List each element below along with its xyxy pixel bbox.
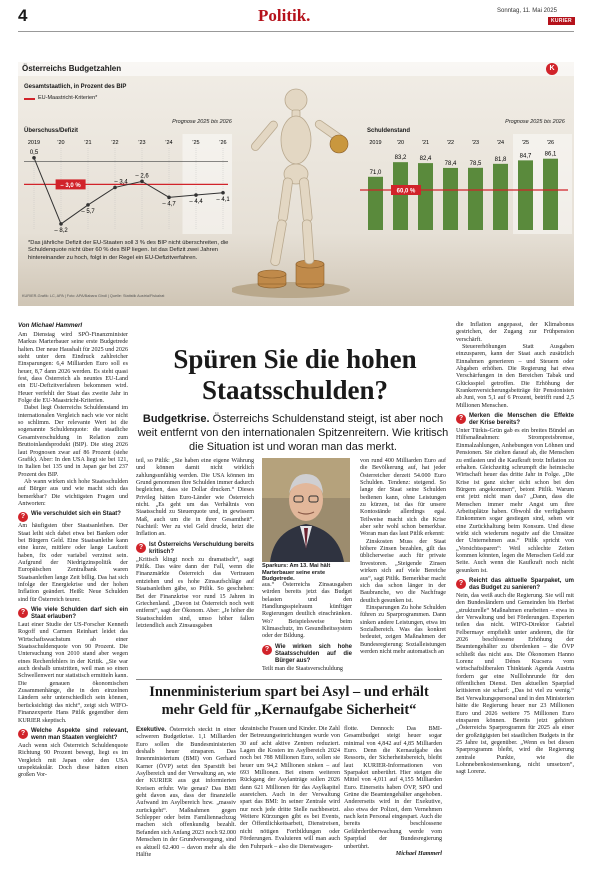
paragraph: die Inflation angepasst, der Klimabonus gestrichen, der Zugang zur Frühpension verschärft. xyxy=(456,322,574,343)
article2-author: Michael Hammerl xyxy=(395,850,442,857)
answer: Am häufigsten über Staatsanleihen. Der Staat leiht sich dabei etwa bei Banken oder bei Bürgern Geld. Eine Staatsanleihe kann eine kurze, mittlere oder lange Laufzeit haben, fix oder variabel verzinst sein. Aufgrund der Niedrigzinspolitik der Europäischen Zentralbank waren Staatsanleihen lange Zeit billig. Das hat sich infolge der Energiekrise und der hohen Inflation geändert. Heißt: Neue Schulden sind für Österreich teurer. xyxy=(18,523,128,603)
article2-column-1 xyxy=(136,726,236,859)
question-mark-icon: ? xyxy=(456,579,466,589)
question-mark-icon: ? xyxy=(18,512,28,522)
x-tick-label: 2019 xyxy=(27,140,41,146)
header-divider xyxy=(18,31,574,32)
question-heading: ? Merken die Menschen die Effekte der Krise bereits? xyxy=(456,413,574,427)
answer: Teilt man die Staatsverschuldung xyxy=(262,665,343,672)
data-point xyxy=(113,186,117,190)
page-number: 4 xyxy=(18,6,28,25)
paragraph: von rund 400 Milliarden Euro auf die Bevölkerung auf, hat jeder Österreicher derzeit 54.000 Euro Schulden. Tendenz: steigend. So lange der Staat seine Schulden bedienen kann, ohne Leistungen zu kürzen, ist das für unsere Kontostände allerdings egal. Teilweise macht sich die Krise aber sehr wohl schon bemerkbar. Woran man das laut Pitlik erkennt: xyxy=(360,458,446,538)
x-tick-label: '23 xyxy=(138,140,146,146)
data-point xyxy=(167,196,171,200)
minister-portrait-photo xyxy=(262,458,350,562)
photo-caption: Sparkurs: Am 13. Mai hält Marterbauer seine erste Budgetrede. xyxy=(262,563,331,583)
debt-prognose-label: Prognose 2025 bis 2026 xyxy=(505,119,565,125)
question-mark-icon: ? xyxy=(456,414,466,424)
paragraph: Exekutive. Österreich steckt in einer schweren Budgetkrise. 1,1 Milliarden Euro sollen die Bundesministerien deshalb heuer einsparen. Das Innenministerium (BMI) von Gerhard Karner (ÖVP) setzt den Sparstift bei Asylbereich und der Verwaltung an, wie der KURIER aus gut informierten Kreisen erfuhr. Wie genau? Das BMI geht davon aus, dass der finanzielle Aufwand im Asylbereich bzw. „massiv zurückgeht“. Maßnahmen gegen Schlepper oder beim Familiennachzug machen sich offenkundig bezahlt. Befanden sich Anfang 2023 noch 92.000 Menschen in der Grundversorgung, sind es aktuell 62.400 – davon mehr als die Hälfte xyxy=(136,726,236,858)
data-point xyxy=(140,180,144,184)
deficit-chart-title: Überschuss/Defizit xyxy=(24,128,79,134)
debt-chart-title: Schuldenstand xyxy=(367,128,411,134)
graphic-footnote: *Das jährliche Defizit der EU-Staaten soll 3 % des BIP nicht überschreiten, die Schuldenquote nicht über 60 % des BIP liegen. Ist das Defizit zwei Jahren hintereinander zu hoch, folgt in der Regel ein EU-Defizitverfahren. xyxy=(28,240,229,261)
article-author: Von Michael Hammerl xyxy=(18,322,83,329)
data-label: – 4,1 xyxy=(216,196,230,203)
paragraph: Einsparungen Zu hohe Schulden führen zu Sparprogrammen. Dann sinken andere Leistungen, etwa im Sozialbereich. Was das konkret bedeutet, zeigen Maßnahmen der Bundesregierung: Sozialleistungen werden nicht mehr automatisch an xyxy=(360,604,446,655)
article2-column-2 xyxy=(240,726,340,851)
threshold-label: – 3,0 % xyxy=(60,182,81,189)
x-tick-label: '22 xyxy=(111,140,119,146)
article-column-2 xyxy=(136,458,254,630)
paragraph: Dabei liegt Österreichs Schuldenstand im internationalen Vergleich nach wie vor nicht so schlimm. Der relevante Wert ist die sogenannte Schuldenquote: die staatliche Gesamtverschuldung in Relation zum Bruttoinlandsprodukt (BIP). Die stieg 2026 laut Prognosen zwar auf 86 Prozent (siehe Grafik). Aber: In den USA liegt sie bei 121, in Italien bei 135 und in Japan gar bei 237 Prozent des BIP. xyxy=(18,405,128,478)
section-title: Politik. xyxy=(258,6,311,25)
answer: Laut einer Studie der US-Forscher Kenneth Rogoff und Carmen Reinhart leidet das Wirtschaftswachstum ab einer Staatsschuldenquote von 90 Prozent. Die Untersuchung von 2010 stand aber wegen eines Rechenfehlers in der Kritik. „Sie war auch deshalb umstritten, weil man so einen Schwellenwert nur statistisch ermitteln kann. Die genauen ökonomischen Zusammenhänge, die in den einzelnen Ländern sehr unterschiedlich sein können, berücksichtigt das nicht“, zeigt sich WIFO-Finanzexperte Hans Pitlik gegenüber dem KURIER skeptisch. xyxy=(18,622,128,724)
x-tick-label: '21 xyxy=(84,140,92,146)
data-label: 81,8 xyxy=(494,156,507,163)
debt-bar-chart xyxy=(358,134,572,234)
article2-column-3 xyxy=(344,726,442,858)
deficit-line-chart xyxy=(20,134,232,234)
teaser-kicker: Budgetkrise. xyxy=(142,413,210,425)
debt-bar xyxy=(468,168,483,230)
question-heading: ? Wie verschuldet sich ein Staat? xyxy=(18,511,128,522)
question-mark-icon: ? xyxy=(262,645,272,655)
x-tick-label: '24 xyxy=(496,140,505,146)
debt-bar xyxy=(443,168,458,230)
paragraph: flotte. Dennoch: Das BMI-Gesamtbudget steigt heuer sogar minimal von 4,842 auf 4,85 Milliarden Euro. Denn die Kernaufgabe des Ressorts, der Sicherheitsbereich, bleibt laut KURIER-Informationen von Sparpaket unberührt. Hier steigen die Mittel von 4,011 auf 4,155 Milliarden Euro. Einerseits haben ÖVP, SPÖ und Grüne die Beamtengehälter angehoben. Andererseits wird in der Exekutive, also etwa der Polizei, dem Vernehmen nach kein Personal eingespart. Auch die bereits beschlossene Gefährderüberwachung werde vom Sparpfad der Bundesregierung unberührt. xyxy=(344,726,442,850)
question-heading: ? Ist Österreichs Verschuldung bereits kritisch? xyxy=(136,542,254,556)
data-label: – 8,2 xyxy=(54,227,68,234)
x-tick-label: '24 xyxy=(165,140,173,146)
question-heading: ? Welche Aspekte sind relevant, wenn man Staaten vergleicht? xyxy=(18,728,128,742)
x-tick-label: '22 xyxy=(446,140,455,146)
answer: Nein, das weiß auch die Regierung. Sie will mit den Bundesländern und Gemeinden bis Herbst „strukturelle“ Maßnahmen erarbeiten – etwa in der Verwaltung und bei Förderungen. Experten teilen das nicht. WIFO-Direktor Gabriel Felbermayr empfiehlt unter anderem, die für 2026 beschlossene Erhöhung der Beamtengehälter zu überdenken – die ÖVP schließt das nicht aus. Die Ökonomen Hanno Lorenz und Dénes Kucsera vom wirtschaftsliberalen Thinktank Agenda Austria fordern gar eine Nulllohnrunde für den öffentlichen Dienst. Den aktuellen Sparpfad kritisieren sie scharf: „Das ist viel zu wenig.“ Bei Verwaltungspersonal und in den Ministerien hätte die Regierung heuer nur 23 Millionen Euro und 2026 weitere 75 Millionen Euro einsparen können. Bereits jetzt gehören „Österreichs Sparprogramm für 2025 als einer der großzügigsten bei staatlichen Budgets in ihr 25 Jahre ist, gegenüber. „Wenn es bei diesen Sparprogramm bleibt, wird die Regierung zentrale Punkte, wie die Lohnnebenkostensenkung, nicht umsetzen“, sagt Lorenz. xyxy=(456,593,574,776)
data-label: – 4,7 xyxy=(162,201,176,208)
threshold-label: 60,0 % xyxy=(396,188,416,195)
debt-bar xyxy=(368,177,383,230)
question-heading: ? Wie wirken sich hohe Staatsschulden auf die Bürger aus? xyxy=(262,644,352,665)
kurier-k-icon: K xyxy=(546,63,558,75)
article-teaser xyxy=(132,412,454,454)
article-column-5 xyxy=(456,322,574,777)
data-label: 82,4 xyxy=(419,156,432,163)
article2-kicker: Exekutive. xyxy=(136,726,167,733)
x-tick-label: '21 xyxy=(421,140,430,146)
deficit-prognose-label: Prognose 2025 bis 2026 xyxy=(172,119,232,125)
question-heading: ? Reicht das aktuelle Sparpaket, um das Budget zu sanieren? xyxy=(456,578,574,592)
question-mark-icon: ? xyxy=(18,729,28,739)
data-label: 84,7 xyxy=(519,153,532,160)
x-tick-label: '26 xyxy=(219,140,227,146)
debt-bar xyxy=(543,159,558,230)
paragraph: ukrainische Frauen und Kinder. Die Zahl der Betreuungseinrichtungen wurde von 30 auf acht aktive Zentren reduziert. Lagen die Kosten im Asylbereich 2024 noch bei 788 Millionen Euro, sollen sie heuer um 94,2 Millionen sinken – auf 693 Millionen. Bei einem weiteren Rückgang der Asylanträge sollen 2026 dann 621 Millionen für das Asylkapitel ausreichen. Auch in der Verwaltung spart das BMI: In seiner Zentrale wird nur noch jede dritte Stelle nachbesetzt. Weitere Kürzungen gibt es bei Events, der Öffentlichkeitsarbeit, Dienstreisen, nicht nötigen Fortbildungen oder Förderungen. Evaluieren will man auch den Fuhrpark – also die Dienstwagen- xyxy=(240,726,340,850)
data-label: 71,0 xyxy=(369,169,382,176)
legend-swatch xyxy=(24,98,35,100)
brand-logo: KURIER xyxy=(548,17,575,25)
data-label: 0,5 xyxy=(29,149,39,156)
paragraph: Ab wann wirken sich hohe Staatsschulden auf Bürger aus und wie macht sich das bemerkbar? Die wichtigsten Fragen und Antworten: xyxy=(18,478,128,507)
article-headline: Spüren Sie die hohen Staatsschulden? xyxy=(173,344,417,405)
question-heading: ? Wie viele Schulden darf sich ein Staat erlauben? xyxy=(18,607,128,621)
data-point xyxy=(32,156,36,160)
debt-bar xyxy=(518,160,533,230)
article-divider xyxy=(136,679,442,680)
graphic-title: Österreichs Budgetzahlen xyxy=(22,64,122,73)
article-column-4 xyxy=(360,458,446,656)
article2-headline: Innenministerium spart bei Asyl – und erhält mehr Geld für „Kernaufgabe Sicherheit“ xyxy=(149,684,429,718)
article-column-1 xyxy=(18,332,128,780)
teaser-text: Österreichs Schuldenstand steigt, ist aber noch weit entfernt von den internationalen Spitzenreitern. Wie kritisch die Situation ist und woran man das merkt. xyxy=(137,413,449,453)
paragraph: Steuererhöhungen Statt Ausgaben einzusparen, kann der Staat auch zusätzlich Einnahmen generieren – und Steuern oder Abgaben erhöhen. Die Regierung hat etwa Verschärfungen in den Bereichen Tabak und Glücksspiel getroffen. Die Erhöhung der Krankenversicherungsbeiträge für Pensionisten ab Juni, von 5,1 auf 6 Prozent, betrifft rund 2,5 Millionen Menschen. xyxy=(456,344,574,409)
paragraph: teil, so Pitlik: „Sie haben eine eigene Währung und können damit nicht wirklich zahlungsunfähig werden. Die USA können im Grund genommen ihre Schulden immer dadurch begleichen, dass sie Dollar drucken.“ Dieses Privileg hätten Euro-Länder wie Österreich nicht. „Es geht um das Verhältnis von Staatsschuld zu Steuerquote und, in gewissem Maß, auch um die in ihrer Gesamtheit“. Nachteil: Wer zu viel Geld druckt, heizt die Inflation an. xyxy=(136,458,254,538)
paragraph: Zinskosten Muss der Staat höhere Zinsen bezahlen, gilt das üblicherweise auch für private Investoren. „Steigende Zinsen wirken sich auf viele Bereiche aus“, sagt Pitlik. Bemerkbar macht sich das schon länger in der Baubranche, wo die Nachfrage deutlich gesunken ist. xyxy=(360,538,446,604)
debt-bar xyxy=(393,162,408,230)
issue-date: Sonntag, 11. Mai 2025 xyxy=(497,8,557,14)
data-label: – 4,4 xyxy=(189,199,203,206)
data-label: – 3,4 xyxy=(114,179,128,186)
data-label: – 5,7 xyxy=(81,208,95,215)
question-mark-icon: ? xyxy=(136,543,146,553)
wooden-figurine-coins-image xyxy=(232,78,362,298)
question-mark-icon: ? xyxy=(18,608,28,618)
data-label: 78,4 xyxy=(444,160,457,167)
x-tick-label: '20 xyxy=(396,140,405,146)
data-point xyxy=(86,203,90,207)
graphic-subtitle: Gesamtstaatlich, in Prozent des BIP xyxy=(24,84,127,90)
paragraph: Am Dienstag wird SPÖ-Finanzminister Markus Marterbauer seine erste Budgetrede halten. Der neue Haushalt für 2025 und 2026 steht unter dem Eindruck zahlreicher Einsparungen: 6,4 Milliarden Euro soll es heuer, 8,7 dann 2026 werden. Es steht quasi fest, dass Österreich als neuntes EU-Land ein EU-Defizitverfahren bekommen wird. Heuer verfehlt der Staat das zweite Jahr in Folge die EU-Maastricht-Kriterien. xyxy=(18,332,128,405)
data-label: 86,1 xyxy=(544,151,557,158)
graphic-credit: KURIER-Grafik: LC, APA | Foto: APA/Babara Gindl | Quelle: Statistik Austria/Fiskalrat xyxy=(22,294,165,298)
data-point xyxy=(194,193,198,197)
x-tick-label: 2019 xyxy=(369,140,382,146)
debt-bar xyxy=(418,163,433,230)
x-tick-label: '20 xyxy=(57,140,65,146)
x-tick-label: '25 xyxy=(192,140,200,146)
x-tick-label: '26 xyxy=(546,140,555,146)
x-tick-label: '25 xyxy=(521,140,530,146)
graphic-legend: EU-Maastricht-Kriterien* xyxy=(38,95,98,101)
data-label: 78,5 xyxy=(469,160,482,167)
data-label: 83,2 xyxy=(394,155,407,162)
paragraph: aus.“ Österreichs Zinsausgaben würden bereits jetzt das Budget belasten und den Handlungsspielraum künftiger Regierungen deutlich einschränken. Wo? Beispielsweise beim Klimaschutz, im Gesundheitssystem oder der Bildung. xyxy=(262,582,352,640)
data-point xyxy=(59,222,63,226)
data-label: – 2,6 xyxy=(135,173,149,180)
debt-bar xyxy=(493,164,508,230)
answer: „Kritisch klingt noch zu dramatisch“, sagt Pitlik. Das wäre dann der Fall, wenn die Finanzmärkte Österreich das Vertrauen entziehen und es hohe Zinsaufschläge auf Staatsanleihen gäbe, so Pitlik. So geschehen: Bei der Finanzkrise vor rund 15 Jahren in Griechenland. „Davon ist Österreich noch weit entfernt“, sagt der Ökonom. Aber: „Je höher die Staatsschulden sind, umso höher fallen letztendlich auch Zinsausgaben xyxy=(136,556,254,629)
data-point xyxy=(221,191,225,195)
article-column-3 xyxy=(262,582,352,673)
x-tick-label: '23 xyxy=(471,140,480,146)
answer: Auch wenn sich Österreich Schuldenquote Richtung 90 Prozent bewegt, liegt es im Vergleich mit Japan oder den USA unspektakulär. Doch diese hätten einen großen Vor- xyxy=(18,742,128,779)
answer: Unter Türkis-Grün gab es ein breites Bündel an Hilfsmaßnahmen: Strompreisbremse, Einmalzahlungen, Anhebungen von Löhnen und Pensionen. Sie zielten darauf ab, die Menschen zu entlasten und die Kaufkraft trotz Inflation zu erhalten. Gleichzeitig schrumpft die heimische Wirtschaft heuer das dritte Jahr in Folge. „Die Krise ist ganz sicher sicht schon bei den Bürgern angekommen“, betont Pitlik. Warum erst jetzt nicht man das? „Dann, dass die Menschen immer mehr Angst um ihre Arbeitsplätze haben. Obwohl die verfügbaren Einkommen sogar gestiegen sind, sehen wir eine Zurückhaltung beim Konsum. Und diese wirkt sich wiederum negativ auf die Umsätze der Unternehmen aus.“ Pitlik spricht von „Vorsichtssparen“: Weil schlechte Zeiten kommen könnten, legen die Menschen Geld zur Seite. Auch wenn die Kaufkraft noch nicht gesunken ist. xyxy=(456,428,574,574)
